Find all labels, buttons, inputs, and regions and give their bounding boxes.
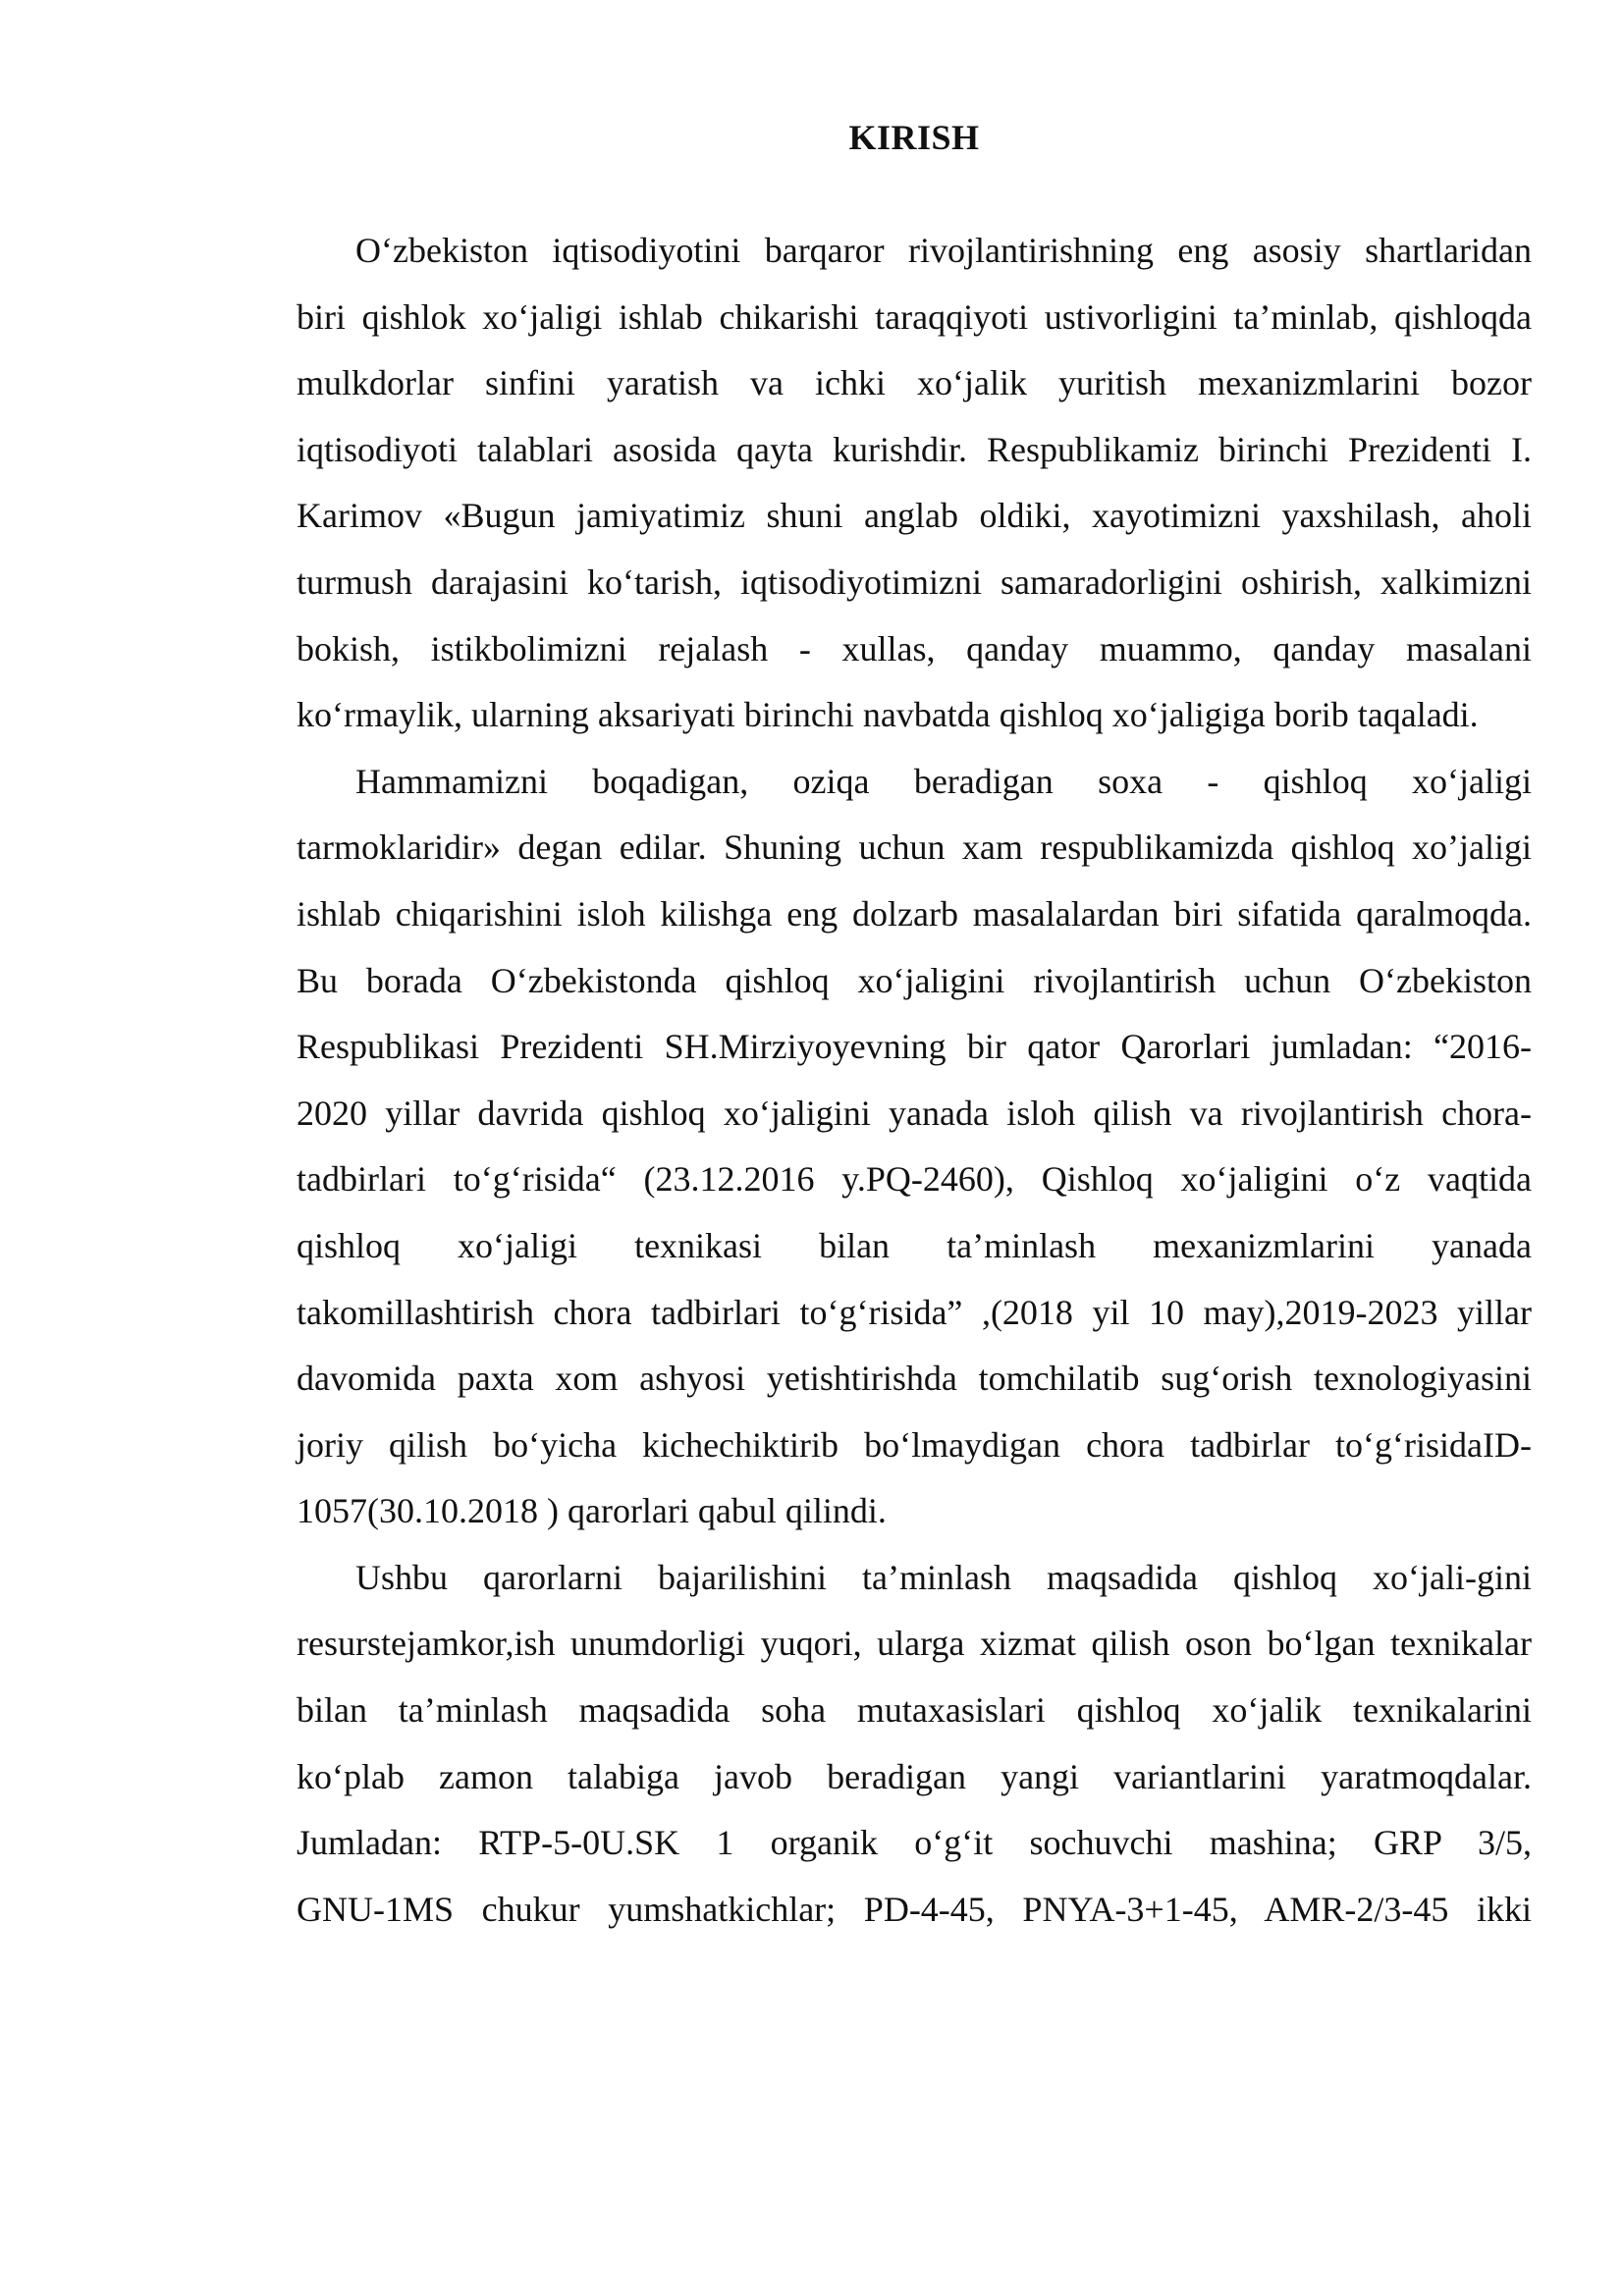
text-line: tadbirlari to‘g‘risida“ (23.12.2016 y.PQ-2460), Qishloq xo‘jaligini o‘z vaqtida bbox=[297, 1159, 1532, 1200]
text-line: Respublikasi Prezidenti SH.Mirziyoyevning bir qator Qarorlari jumladan: “2016- bbox=[297, 1027, 1532, 1067]
text-line: takomillashtirish chora tadbirlari to‘g‘risida” ,(2018 yil 10 may),2019-2023 yillar bbox=[297, 1292, 1532, 1332]
text-line: bilan ta’minlash maqsadida soha mutaxasislari qishloq xo‘jalik texnikalarini bbox=[297, 1690, 1532, 1731]
paragraph-2 bbox=[238, 749, 1532, 1545]
text-line: joriy qilish bo‘yicha kichechiktirib bo‘lmaydigan chora tadbirlar to‘g‘risidaID- bbox=[297, 1424, 1532, 1465]
paragraph-1 bbox=[238, 218, 1532, 749]
text-line: Ushbu qarorlarni bajarilishini ta’minlash maqsadida qishloq xo‘jali-gini bbox=[355, 1557, 1532, 1597]
text-line: qishloq xo‘jaligi texnikasi bilan ta’minlash mexanizmlarini yanada bbox=[297, 1225, 1532, 1265]
page-title: KIRISH bbox=[848, 118, 980, 157]
text-line: davomida paxta xom ashyosi yetishtirishda tomchilatib sug‘orish texnologiyasini bbox=[297, 1359, 1532, 1399]
text-line: GNU-1MS chukur yumshatkichlar; PD-4-45, PNYA-3+1-45, AMR-2/3-45 ikki bbox=[297, 1889, 1532, 1929]
text-line: biri qishlok xo‘jaligi ishlab chikarishi taraqqiyoti ustivorligini ta’minlab, qishloqda bbox=[297, 296, 1532, 337]
text-line: iqtisodiyoti talablari asosida qayta kurishdir. Respublikamiz birinchi Prezidenti I. bbox=[297, 429, 1532, 469]
text-line: resurstejamkor,ish unumdorligi yuqori, ularga xizmat qilish oson bo‘lgan texnikalar bbox=[297, 1624, 1532, 1664]
text-line: Bu borada O‘zbekistonda qishloq xo‘jaligini rivojlantirish uchun O‘zbekiston bbox=[297, 960, 1532, 1000]
text-line: Jumladan: RTP-5-0U.SK 1 organik o‘g‘it sochuvchi mashina; GRP 3/5, bbox=[297, 1823, 1532, 1863]
text-line: tarmoklaridir» degan edilar. Shuning uchun xam respublikamizda qishloq xo’jaligi bbox=[297, 828, 1532, 868]
text-line: ko‘rmaylik, ularning aksariyati birinchi navbatda qishloq xo‘jaligiga borib taqaladi. bbox=[297, 695, 1479, 735]
text-line: Hammamizni boqadigan, oziqa beradigan soxa - qishloq xo‘jaligi bbox=[355, 761, 1532, 801]
text-line: O‘zbekiston iqtisodiyotini barqaror rivojlantirishning eng asosiy shartlaridan bbox=[355, 231, 1532, 270]
text-line: ko‘plab zamon talabiga javob beradigan yangi variantlarini yaratmoqdalar. bbox=[297, 1756, 1532, 1796]
text-line: 1057(30.10.2018 ) qarorlari qabul qilindi. bbox=[297, 1491, 887, 1531]
document-body bbox=[238, 218, 1532, 1943]
text-line: bokish, istikbolimizni rejalash - xullas, qanday muammo, qanday masalani bbox=[297, 628, 1532, 668]
text-line: 2020 yillar davrida qishloq xo‘jaligini yanada isloh qilish va rivojlantirish chora- bbox=[297, 1093, 1532, 1133]
text-line: Karimov «Bugun jamiyatimiz shuni anglab oldiki, xayotimizni yaxshilash, aholi bbox=[297, 496, 1532, 536]
text-line: turmush darajasini ko‘tarish, iqtisodiyotimizni samaradorligini oshirish, xalkimizni bbox=[297, 561, 1532, 602]
text-line: ishlab chiqarishini isloh kilishga eng dolzarb masalalardan biri sifatida qaralmoqda. bbox=[297, 893, 1532, 934]
text-line: mulkdorlar sinfini yaratish va ichki xo‘jalik yuritish mexanizmlarini bozor bbox=[297, 363, 1532, 403]
paragraph-3 bbox=[238, 1545, 1532, 1944]
